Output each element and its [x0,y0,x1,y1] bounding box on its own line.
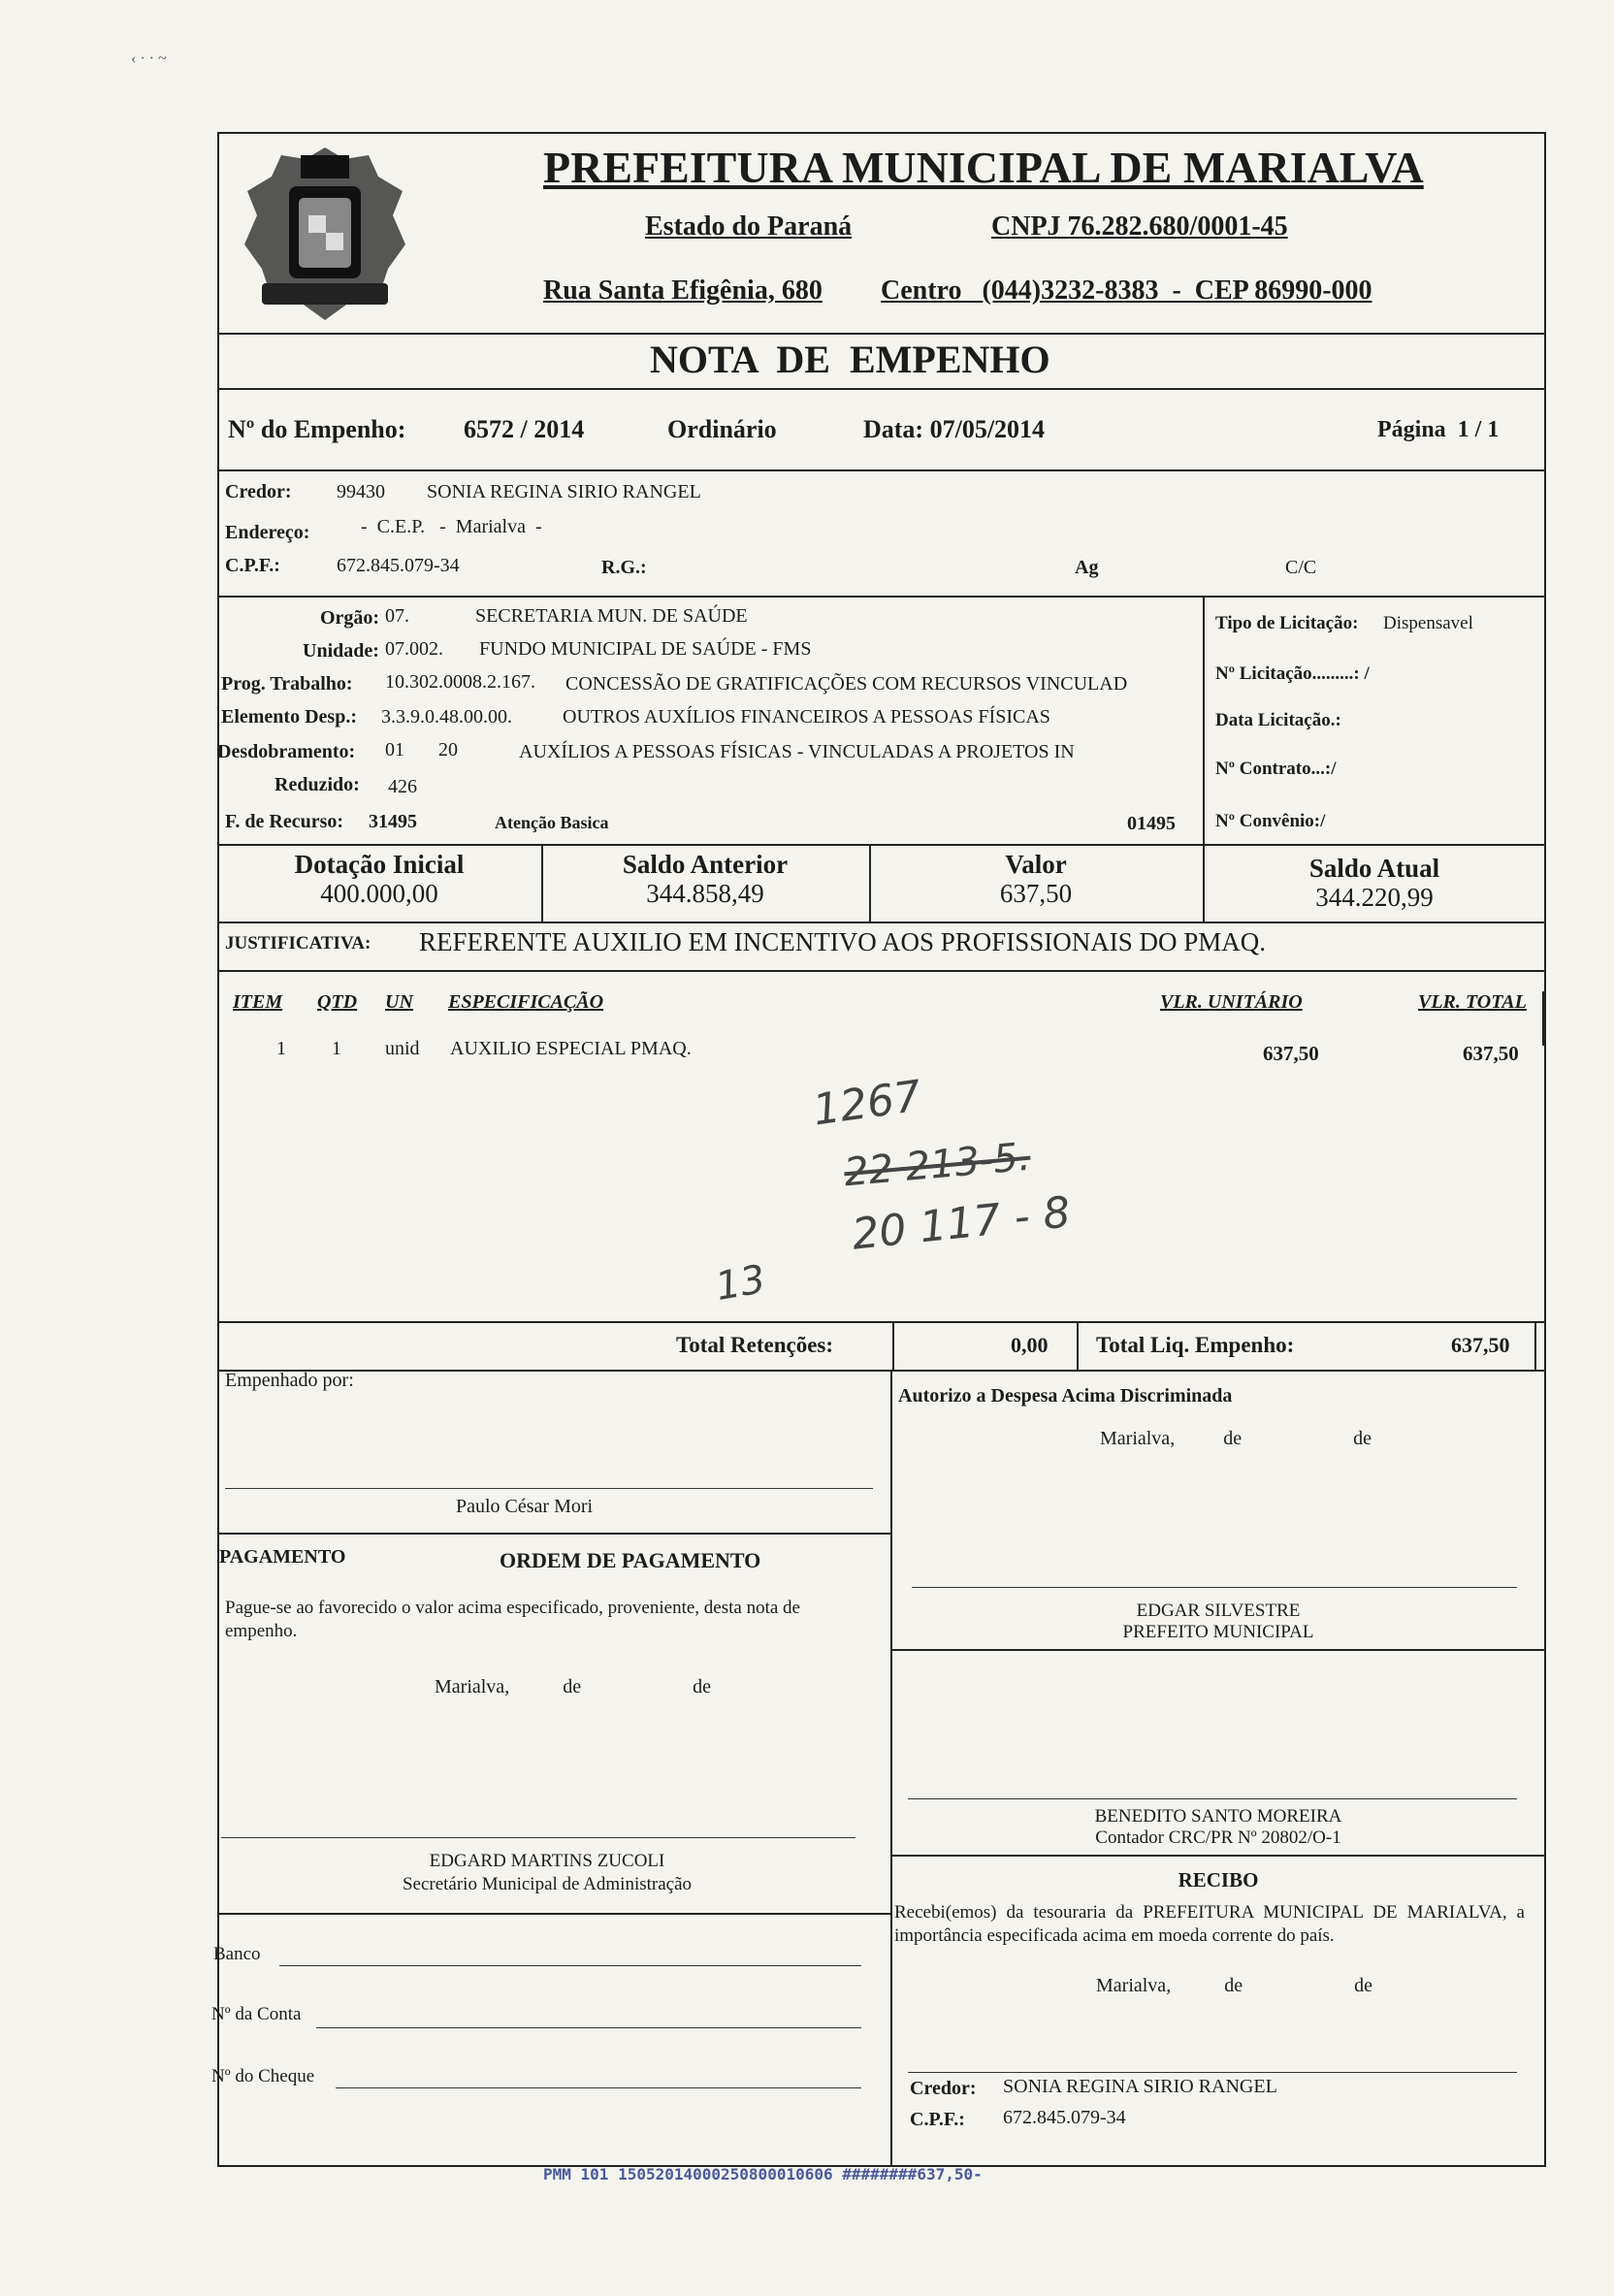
recibo-credor-label: Credor: [910,2078,977,2099]
valor-label: Valor [1005,850,1067,879]
convenio-num: Nº Convênio:/ [1215,811,1326,831]
col-qtd: QTD [317,991,358,1013]
saldo-atual-value: 344.220,99 [1315,883,1434,912]
empenhado-name: Paulo César Mori [456,1496,594,1517]
recibo-date: Marialva, de de [1096,1975,1372,1996]
licitacao-num: Nº Licitação.........: / [1215,663,1370,684]
empenhado-label: Empenhado por: [225,1370,354,1391]
row-espec: AUXILIO ESPECIAL PMAQ. [450,1038,692,1059]
cc-label: C/C [1285,557,1317,578]
cpf-label: C.P.F.: [225,555,280,576]
handwritten-note-4: 13 [712,1256,769,1310]
row-qtd: 1 [332,1038,341,1059]
prefeito-title: PREFEITO MUNICIPAL [1122,1622,1314,1642]
orgao-name: SECRETARIA MUN. DE SAÚDE [475,605,748,627]
state-label: Estado do Paraná [645,211,853,242]
empenho-type: Ordinário [667,415,777,443]
row-vlr-total: 637,50 [1463,1042,1519,1065]
dotacao-inicial-label: Dotação Inicial [294,850,465,879]
contrato-num: Nº Contrato...:/ [1215,759,1337,779]
reduzido-label: Reduzido: [274,774,360,795]
prog-code: 10.302.0008.2.167. [385,671,535,693]
licitacao-date: Data Licitação.: [1215,710,1341,730]
prefeito-name: EDGAR SILVESTRE [1136,1601,1301,1621]
justificativa-text: REFERENTE AUXILIO EM INCENTIVO AOS PROFISSIONAIS DO PMAQ. [419,927,1267,956]
total-liq-value: 637,50 [1451,1333,1510,1357]
scan-marks: ‹ · · ~ [131,50,167,67]
elemento-name: OUTROS AUXÍLIOS FINANCEIROS A PESSOAS FÍSICAS [563,706,1050,728]
empenho-num: 6572 / 2014 [464,415,585,443]
unidade-name: FUNDO MUNICIPAL DE SAÚDE - FMS [479,638,812,660]
pagamento-text: Pague-se ao favorecido o valor acima especificado, proveniente, desta nota de empenho. [225,1598,800,1641]
contador-name: BENEDITO SANTO MOREIRA [1094,1806,1342,1827]
recibo-cpf: 672.845.079-34 [1003,2107,1126,2128]
row-vlr-unit: 637,50 [1263,1042,1319,1065]
dotacao-inicial-value: 400.000,00 [320,879,438,908]
cheque-label: Nº do Cheque [211,2066,315,2086]
address-rest: Centro (044)3232-8383 - CEP 86990-000 [881,275,1372,306]
page-number: Página 1 / 1 [1377,417,1500,442]
desdob-name: AUXÍLIOS A PESSOAS FÍSICAS - VINCULADAS A PROJETOS IN [519,741,1075,762]
rg-label: R.G.: [601,557,647,578]
col-vlr-total: VLR. TOTAL [1418,991,1527,1013]
saldo-anterior-label: Saldo Anterior [622,850,789,879]
autorizo-date: Marialva, de de [1100,1428,1372,1449]
ordem-pagamento-label: ORDEM DE PAGAMENTO [500,1548,761,1572]
col-item: ITEM [233,991,283,1013]
recurso-code: 31495 [369,811,417,832]
elemento-code: 3.3.9.0.48.00.00. [381,706,512,728]
banco-label: Banco [213,1944,261,1964]
empenho-date: Data: 07/05/2014 [863,415,1046,443]
credor-address: - C.E.P. - Marialva - [361,516,542,537]
recibo-text: Recebi(emos) da tesouraria da PREFEITURA MUNICIPAL DE MARIALVA, a importância especificada acima em moeda corrente do país. [894,1902,1525,1946]
col-espec: ESPECIFICAÇÃO [448,991,604,1013]
total-retencoes-value: 0,00 [1011,1333,1049,1357]
desdob-code: 01 20 [385,739,458,760]
saldo-anterior-value: 344.858,49 [646,879,764,908]
credor-label: Credor: [225,481,292,502]
conta-label: Nº da Conta [211,2004,302,2024]
handwritten-note-2: 22 213-5. [842,1134,1033,1196]
recurso-num: 01495 [1127,813,1176,834]
saldo-atual-label: Saldo Atual [1308,854,1440,883]
credor-name: SONIA REGINA SIRIO RANGEL [427,481,701,502]
recibo-credor-name: SONIA REGINA SIRIO RANGEL [1003,2076,1277,2097]
col-vlr-unit: VLR. UNITÁRIO [1160,991,1303,1013]
reduzido-value: 426 [388,776,417,797]
total-liq-label: Total Liq. Empenho: [1096,1333,1295,1357]
desdob-label: Desdobramento: [217,741,356,762]
footer-code: PMM 101 15052014000250800010606 ########637,50- [543,2165,983,2183]
credor-cpf: 672.845.079-34 [337,555,460,576]
unidade-label: Unidade: [303,640,379,662]
doc-title: NOTA DE EMPENHO [650,338,1050,381]
address-label: Endereço: [225,522,310,543]
tipo-licitacao-value: Dispensavel [1383,613,1473,633]
tipo-licitacao-label: Tipo de Licitação: [1215,613,1359,633]
empenho-num-label: Nº do Empenho: [228,415,406,443]
pagamento-label: PAGAMENTO [219,1546,346,1568]
orgao-label: Orgão: [320,607,380,629]
credor-code: 99430 [337,481,385,502]
row-item: 1 [276,1038,286,1059]
prog-label: Prog. Trabalho: [221,673,353,695]
recurso-name: Atenção Basica [495,813,609,832]
prog-name: CONCESSÃO DE GRATIFICAÇÕES COM RECURSOS VINCULAD [565,673,1128,695]
col-un: UN [385,991,413,1013]
orgao-code: 07. [385,605,409,627]
handwritten-note-1: 1267 [809,1071,924,1136]
address-street: Rua Santa Efigênia, 680 [543,275,823,306]
autorizo-label: Autorizo a Despesa Acima Discriminada [898,1385,1233,1407]
handwritten-note-3: 20 117 - 8 [849,1187,1073,1260]
contador-title: Contador CRC/PR Nº 20802/O-1 [1095,1827,1341,1848]
elemento-label: Elemento Desp.: [221,706,357,728]
page-title: PREFEITURA MUNICIPAL DE MARIALVA [543,143,1424,192]
cnpj-label: CNPJ 76.282.680/0001-45 [991,211,1288,242]
secretario-title: Secretário Municipal de Administração [402,1874,693,1894]
secretario-name: EDGARD MARTINS ZUCOLI [429,1851,665,1871]
total-retencoes-label: Total Retenções: [676,1333,834,1357]
unidade-code: 07.002. [385,638,443,660]
recurso-label: F. de Recurso: [225,811,344,832]
pagamento-date: Marialva, de de [435,1676,711,1698]
coat-of-arms-logo [233,138,417,332]
valor-value: 637,50 [999,879,1073,908]
ag-label: Ag [1075,557,1099,578]
recibo-cpf-label: C.P.F.: [910,2109,965,2130]
justificativa-label: JUSTIFICATIVA: [225,933,371,954]
row-un: unid [385,1038,420,1059]
recibo-title: RECIBO [1178,1868,1259,1892]
